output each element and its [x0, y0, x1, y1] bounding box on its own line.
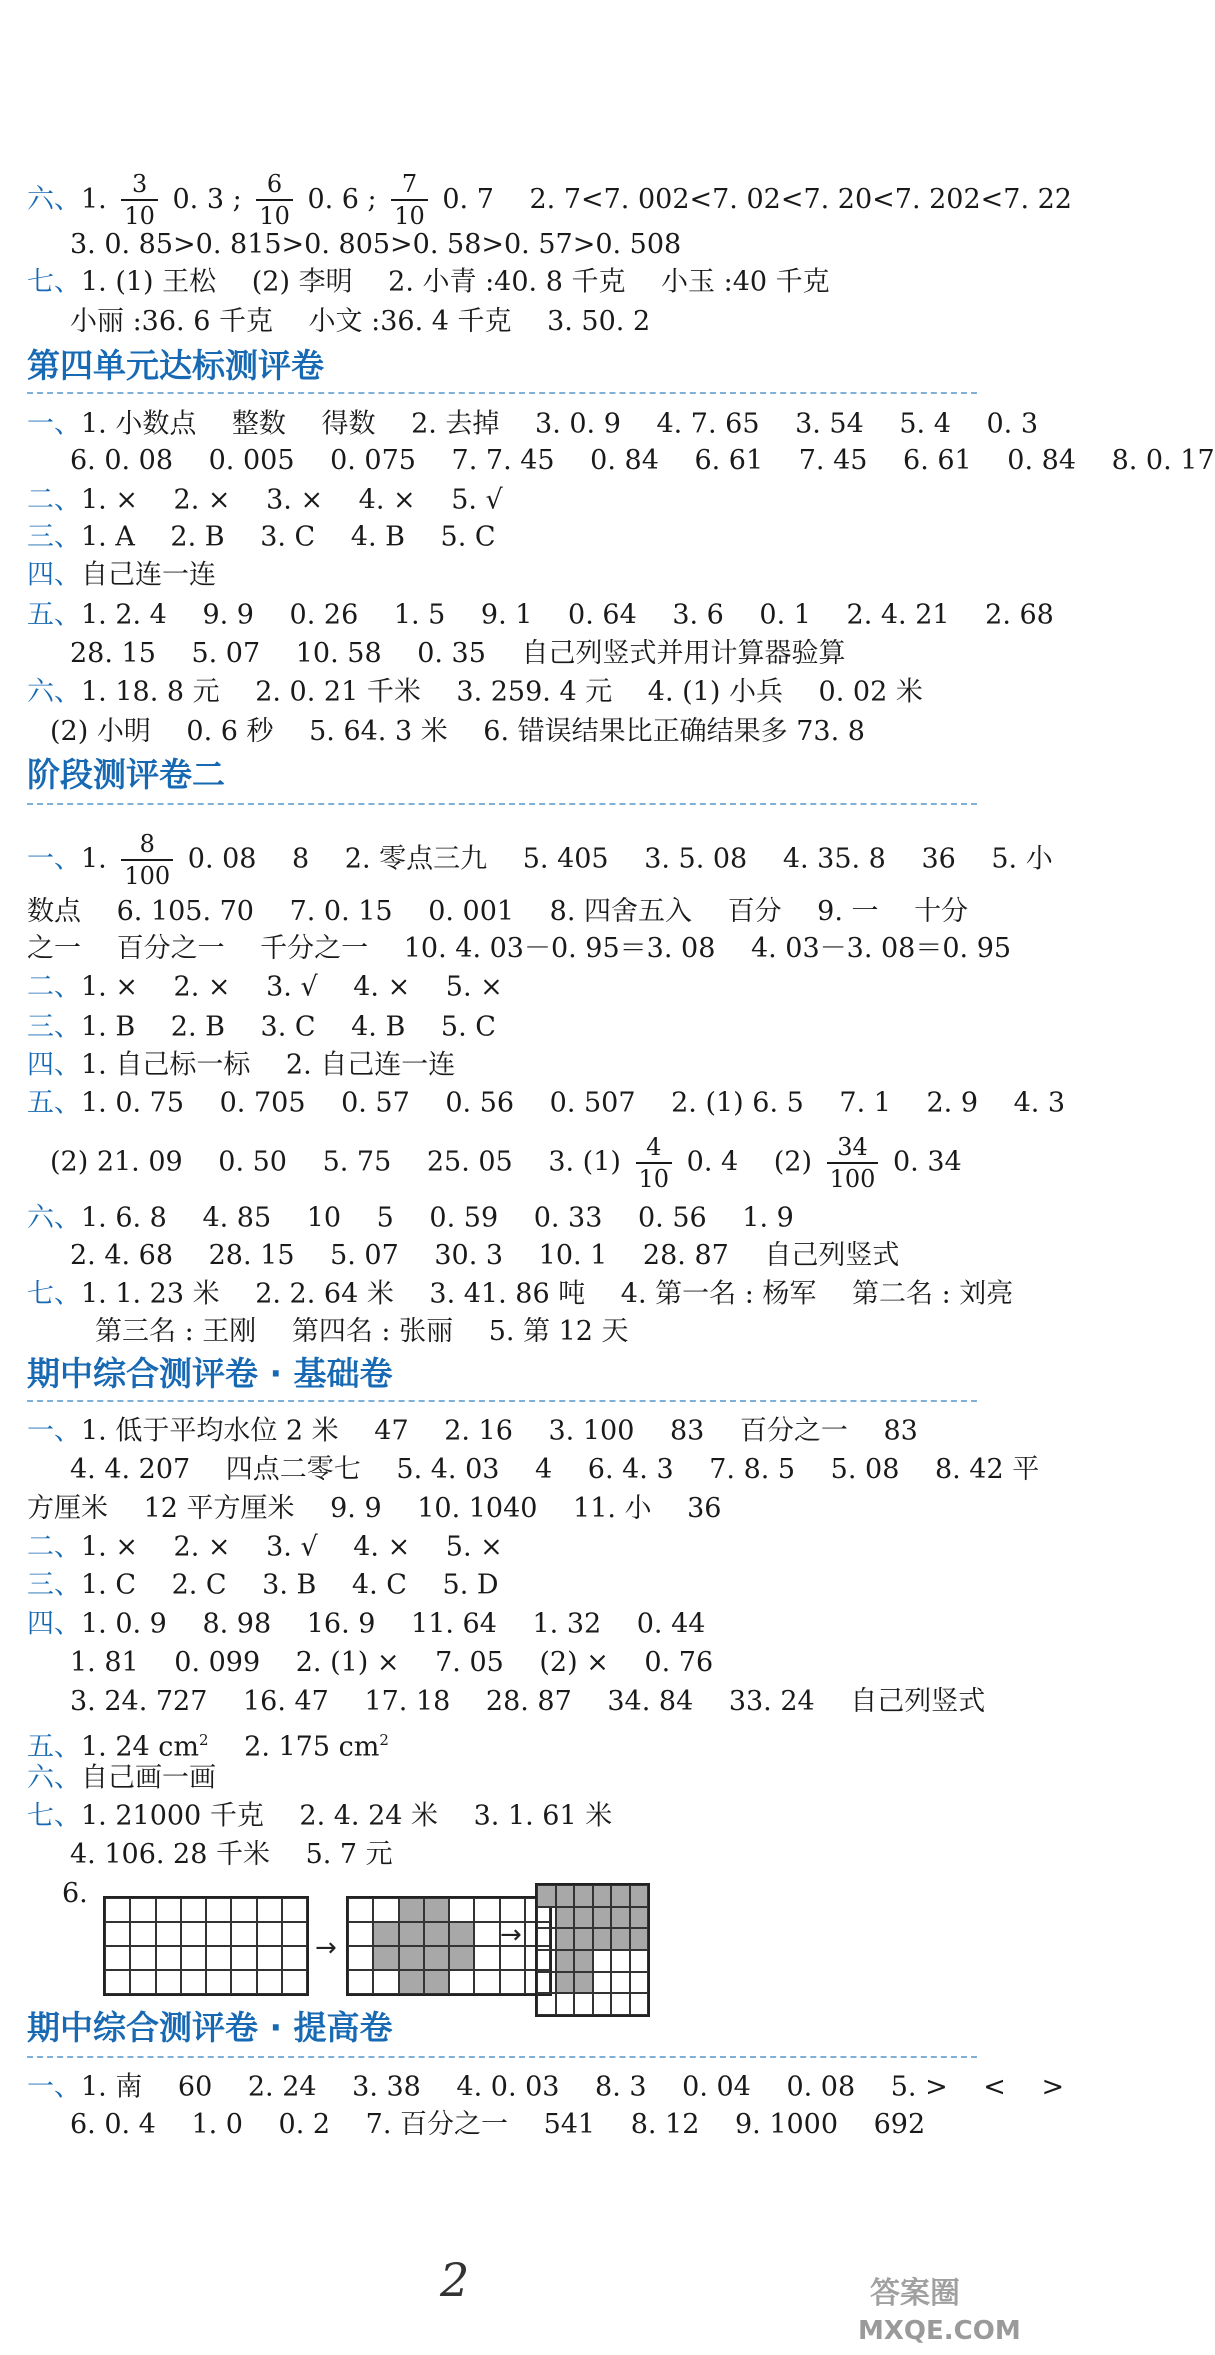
- section-marker: 四、: [27, 1049, 81, 1081]
- grid-cell: [611, 1993, 630, 2015]
- answer-line: 小丽 :36. 6 千克 小文 :36. 4 千克 3. 50. 2: [70, 306, 651, 337]
- grid-cell-shaded: [449, 1922, 474, 1946]
- divider: [27, 803, 977, 805]
- grid-cell-shaded: [593, 1928, 612, 1950]
- fraction: $\frac{4}{10}$: [636, 1135, 673, 1191]
- grid-cell: [373, 1898, 398, 1922]
- grid-cell: [105, 1946, 130, 1970]
- answer-line: 三、1. B 2. B 3. C 4. B 5. C: [27, 1011, 496, 1043]
- grid-cell-shaded: [424, 1946, 449, 1970]
- grid-cell-shaded: [574, 1907, 593, 1929]
- section-marker: 一、: [27, 2071, 81, 2103]
- grid-cell: [231, 1898, 256, 1922]
- fraction: $\frac{8}{100}$: [121, 832, 173, 888]
- section-marker: 三、: [27, 1569, 81, 1601]
- answer-line: 4. 4. 207 四点二零七 5. 4. 03 4 6. 4. 3 7. 8. 5 5. 08 8. 42 平: [70, 1454, 1040, 1485]
- answer-line: 五、1. 2. 4 9. 9 0. 26 1. 5 9. 1 0. 64 3. 6 0. 1 2. 4. 21 2. 68: [27, 599, 1054, 631]
- grid-cell: [348, 1898, 373, 1922]
- grid-cell: [181, 1970, 206, 1994]
- grid-cell: [257, 1946, 282, 1970]
- grid-cell: [231, 1946, 256, 1970]
- grid-cell: [593, 1993, 612, 2015]
- grid-cell: [348, 1946, 373, 1970]
- answer-line: 一、1. 低于平均水位 2 米 47 2. 16 3. 100 83 百分之一 83: [27, 1415, 918, 1447]
- grid-cell: [257, 1970, 282, 1994]
- answer-line: 之一 百分之一 千分之一 10. 4. 03－0. 95＝3. 08 4. 03－3. 08＝0. 95: [27, 933, 1012, 964]
- answer-line: (2) 21. 09 0. 50 5. 75 25. 05 3. (1) $\frac{4}{10}$ 0. 4 (2) $\frac{34}{100}$ 0. 34: [50, 1132, 962, 1193]
- grid-cell-shaded: [556, 1885, 575, 1907]
- answer-line: 三、1. A 2. B 3. C 4. B 5. C: [27, 521, 496, 553]
- answer-line: 一、1. 南 60 2. 24 3. 38 4. 0. 03 8. 3 0. 04 0. 08 5. > < >: [27, 2071, 1065, 2103]
- grid-cell-shaded: [399, 1946, 424, 1970]
- fraction: $\frac{34}{100}$: [827, 1135, 879, 1191]
- grid-cell-shaded: [593, 1907, 612, 1929]
- answer-line: 第三名 : 王刚 第四名 : 张丽 5. 第 12 天: [95, 1316, 629, 1347]
- fraction: $\frac{6}{10}$: [256, 172, 293, 228]
- grid-cell: [474, 1970, 499, 1994]
- grid-cell-shaded: [630, 1885, 649, 1907]
- section-marker: 二、: [27, 971, 81, 1003]
- grid-cell: [156, 1922, 181, 1946]
- divider: [27, 1400, 977, 1402]
- grid-cell: [130, 1970, 155, 1994]
- answer-line: (2) 小明 0. 6 秒 5. 64. 3 米 6. 错误结果比正确结果多 73. 8: [50, 716, 865, 747]
- grid-cell: [537, 1972, 556, 1994]
- grid-cell-shaded: [574, 1972, 593, 1994]
- grid-cell: [474, 1898, 499, 1922]
- answer-line: 六、1. 18. 8 元 2. 0. 21 千米 3. 259. 4 元 4. (1) 小兵 0. 02 米: [27, 676, 923, 708]
- fraction: $\frac{3}{10}$: [121, 172, 158, 228]
- grid-cell: [257, 1898, 282, 1922]
- grid-cell: [181, 1946, 206, 1970]
- answer-line: 四、自己连一连: [27, 559, 216, 591]
- grid-cell-shaded: [556, 1950, 575, 1972]
- grid-cell: [500, 1970, 525, 1994]
- section-marker: 一、: [27, 1415, 81, 1447]
- grid-figure-1: [103, 1896, 309, 1996]
- grid-cell: [449, 1970, 474, 1994]
- arrow-icon: →: [315, 1933, 337, 1963]
- grid-cell-shaded: [537, 1885, 556, 1907]
- grid-cell: [537, 1950, 556, 1972]
- grid-cell: [282, 1922, 307, 1946]
- section-marker: 四、: [27, 1608, 81, 1640]
- grid-cell-shaded: [399, 1898, 424, 1922]
- grid-cell: [348, 1970, 373, 1994]
- section-marker: 五、: [27, 1087, 81, 1119]
- section-marker: 七、: [27, 266, 81, 298]
- grid-cell: [181, 1922, 206, 1946]
- grid-cell-shaded: [373, 1922, 398, 1946]
- section-marker: 五、: [27, 1731, 81, 1763]
- fraction: $\frac{7}{10}$: [391, 172, 428, 228]
- grid-cell: [630, 1972, 649, 1994]
- answer-line: 一、1. $\frac{8}{100}$ 0. 08 8 2. 零点三九 5. 405 3. 5. 08 4. 35. 8 36 5. 小: [27, 829, 1053, 890]
- grid-cell: [231, 1922, 256, 1946]
- grid-cell: [282, 1970, 307, 1994]
- grid-cell-shaded: [399, 1970, 424, 1994]
- answer-line: 3. 0. 85>0. 815>0. 805>0. 58>0. 57>0. 508: [70, 229, 682, 260]
- grid-cell: [181, 1898, 206, 1922]
- answer-line: 三、1. C 2. C 3. B 4. C 5. D: [27, 1569, 499, 1601]
- section-marker: 七、: [27, 1800, 81, 1832]
- answer-line: 七、1. 21000 千克 2. 4. 24 米 3. 1. 61 米: [27, 1800, 613, 1832]
- answer-line: 1. 81 0. 099 2. (1) × 7. 05 (2) × 0. 76: [70, 1647, 714, 1678]
- watermark-url: MXQE.COM: [858, 2316, 1021, 2346]
- grid-cell: [449, 1898, 474, 1922]
- answer-line: 6. 0. 4 1. 0 0. 2 7. 百分之一 541 8. 12 9. 1000 692: [70, 2109, 926, 2140]
- divider: [27, 392, 977, 394]
- page-number: 2: [440, 2253, 470, 2307]
- answer-line: 六、自己画一画: [27, 1762, 216, 1794]
- section-marker: 四、: [27, 559, 81, 591]
- grid-cell-shaded: [611, 1928, 630, 1950]
- grid-cell: [156, 1970, 181, 1994]
- answer-line: 二、1. × 2. × 3. √ 4. × 5. ×: [27, 971, 503, 1003]
- section-marker: 一、: [27, 408, 81, 440]
- grid-cell-shaded: [574, 1950, 593, 1972]
- grid-cell-shaded: [556, 1928, 575, 1950]
- section-marker: 三、: [27, 521, 81, 553]
- grid-cell-shaded: [424, 1922, 449, 1946]
- grid-cell-shaded: [630, 1907, 649, 1929]
- grid-cell-shaded: [611, 1885, 630, 1907]
- grid-cell: [257, 1922, 282, 1946]
- divider: [27, 2056, 977, 2058]
- grid-cell: [282, 1898, 307, 1922]
- grid-cell: [105, 1970, 130, 1994]
- answer-line: 四、1. 自己标一标 2. 自己连一连: [27, 1049, 456, 1081]
- section-marker: 六、: [27, 1202, 81, 1234]
- grid-cell: [130, 1922, 155, 1946]
- answer-line: 6.: [62, 1878, 88, 1909]
- answer-line: 七、1. 1. 23 米 2. 2. 64 米 3. 41. 86 吨 4. 第一名 : 杨军 第二名 : 刘亮: [27, 1278, 1014, 1310]
- section-heading: 期中综合测评卷 · 基础卷: [27, 1354, 393, 1393]
- grid-cell: [593, 1950, 612, 1972]
- grid-figure-3: [535, 1883, 650, 2017]
- grid-cell: [630, 1993, 649, 2015]
- grid-cell: [537, 1993, 556, 2015]
- answer-line: 28. 15 5. 07 10. 58 0. 35 自己列竖式并用计算器验算: [70, 638, 846, 669]
- grid-cell: [105, 1898, 130, 1922]
- grid-cell: [474, 1922, 499, 1946]
- grid-cell: [574, 1993, 593, 2015]
- grid-cell: [500, 1898, 525, 1922]
- answer-line: 一、1. 小数点 整数 得数 2. 去掉 3. 0. 9 4. 7. 65 3. 54 5. 4 0. 3: [27, 408, 1038, 440]
- answer-line: 六、1. $\frac{3}{10}$ 0. 3 ; $\frac{6}{10}$ 0. 6 ; $\frac{7}{10}$ 0. 7 2. 7<7. 002<7. 02<7. 20<7. 202<7. 22: [27, 170, 1072, 230]
- answer-line: 4. 106. 28 千米 5. 7 元: [70, 1839, 393, 1870]
- answer-line: 五、1. 0. 75 0. 705 0. 57 0. 56 0. 507 2. (1) 6. 5 7. 1 2. 9 4. 3: [27, 1087, 1066, 1119]
- grid-cell-shaded: [556, 1972, 575, 1994]
- section-heading: 第四单元达标测评卷: [27, 346, 324, 385]
- grid-cell: [231, 1970, 256, 1994]
- grid-cell: [206, 1922, 231, 1946]
- answer-line: 二、1. × 2. × 3. × 4. × 5. √: [27, 484, 503, 516]
- grid-cell: [105, 1922, 130, 1946]
- grid-cell: [282, 1946, 307, 1970]
- grid-cell: [537, 1928, 556, 1950]
- grid-cell-shaded: [630, 1928, 649, 1950]
- grid-cell: [611, 1950, 630, 1972]
- watermark-logo: 答案圈: [870, 2276, 960, 2311]
- grid-cell: [206, 1970, 231, 1994]
- grid-cell: [630, 1950, 649, 1972]
- answer-line: 6. 0. 08 0. 005 0. 075 7. 7. 45 0. 84 6. 61 7. 45 6. 61 0. 84 8. 0. 17: [70, 445, 1215, 476]
- section-marker: 七、: [27, 1278, 81, 1310]
- section-marker: 二、: [27, 1531, 81, 1563]
- arrow-icon: →: [500, 1920, 522, 1950]
- section-marker: 六、: [27, 676, 81, 708]
- grid-cell: [556, 1993, 575, 2015]
- section-marker: 六、: [27, 1762, 81, 1794]
- grid-cell-shaded: [424, 1970, 449, 1994]
- grid-cell: [156, 1898, 181, 1922]
- section-heading: 期中综合测评卷 · 提高卷: [27, 2008, 393, 2047]
- answer-line: 六、1. 6. 8 4. 85 10 5 0. 59 0. 33 0. 56 1. 9: [27, 1202, 794, 1234]
- answer-line: 二、1. × 2. × 3. √ 4. × 5. ×: [27, 1531, 503, 1563]
- grid-cell-shaded: [373, 1946, 398, 1970]
- section-marker: 一、: [27, 843, 81, 875]
- answer-line: 3. 24. 727 16. 47 17. 18 28. 87 34. 84 33. 24 自己列竖式: [70, 1686, 986, 1717]
- answer-line: 四、1. 0. 9 8. 98 16. 9 11. 64 1. 32 0. 44: [27, 1608, 706, 1640]
- grid-cell: [130, 1946, 155, 1970]
- grid-cell: [474, 1946, 499, 1970]
- grid-cell: [156, 1946, 181, 1970]
- section-heading: 阶段测评卷二: [27, 755, 225, 794]
- grid-cell-shaded: [574, 1885, 593, 1907]
- grid-cell-shaded: [556, 1907, 575, 1929]
- answer-line: 数点 6. 105. 70 7. 0. 15 0. 001 8. 四舍五入 百分 9. 一 十分: [27, 896, 969, 927]
- section-marker: 五、: [27, 599, 81, 631]
- grid-cell: [537, 1907, 556, 1929]
- grid-cell-shaded: [449, 1946, 474, 1970]
- grid-cell: [593, 1972, 612, 1994]
- grid-cell-shaded: [399, 1922, 424, 1946]
- answer-line: 方厘米 12 平方厘米 9. 9 10. 1040 11. 小 36: [27, 1493, 722, 1524]
- grid-cell-shaded: [574, 1928, 593, 1950]
- answer-line: 2. 4. 68 28. 15 5. 07 30. 3 10. 1 28. 87 自己列竖式: [70, 1240, 900, 1271]
- grid-cell-shaded: [593, 1885, 612, 1907]
- grid-cell-shaded: [611, 1907, 630, 1929]
- grid-cell: [348, 1922, 373, 1946]
- grid-cell-shaded: [424, 1898, 449, 1922]
- grid-cell: [206, 1946, 231, 1970]
- section-marker: 二、: [27, 484, 81, 516]
- answer-line: 七、1. (1) 王松 (2) 李明 2. 小青 :40. 8 千克 小玉 :40 千克: [27, 266, 830, 298]
- grid-cell: [206, 1898, 231, 1922]
- grid-cell: [373, 1970, 398, 1994]
- section-marker: 三、: [27, 1011, 81, 1043]
- answer-line: 五、1. 24 $cm^2$ 2. 175 $cm^2$: [27, 1731, 389, 1763]
- section-marker: 六、: [27, 184, 81, 215]
- grid-cell: [611, 1972, 630, 1994]
- grid-cell: [130, 1898, 155, 1922]
